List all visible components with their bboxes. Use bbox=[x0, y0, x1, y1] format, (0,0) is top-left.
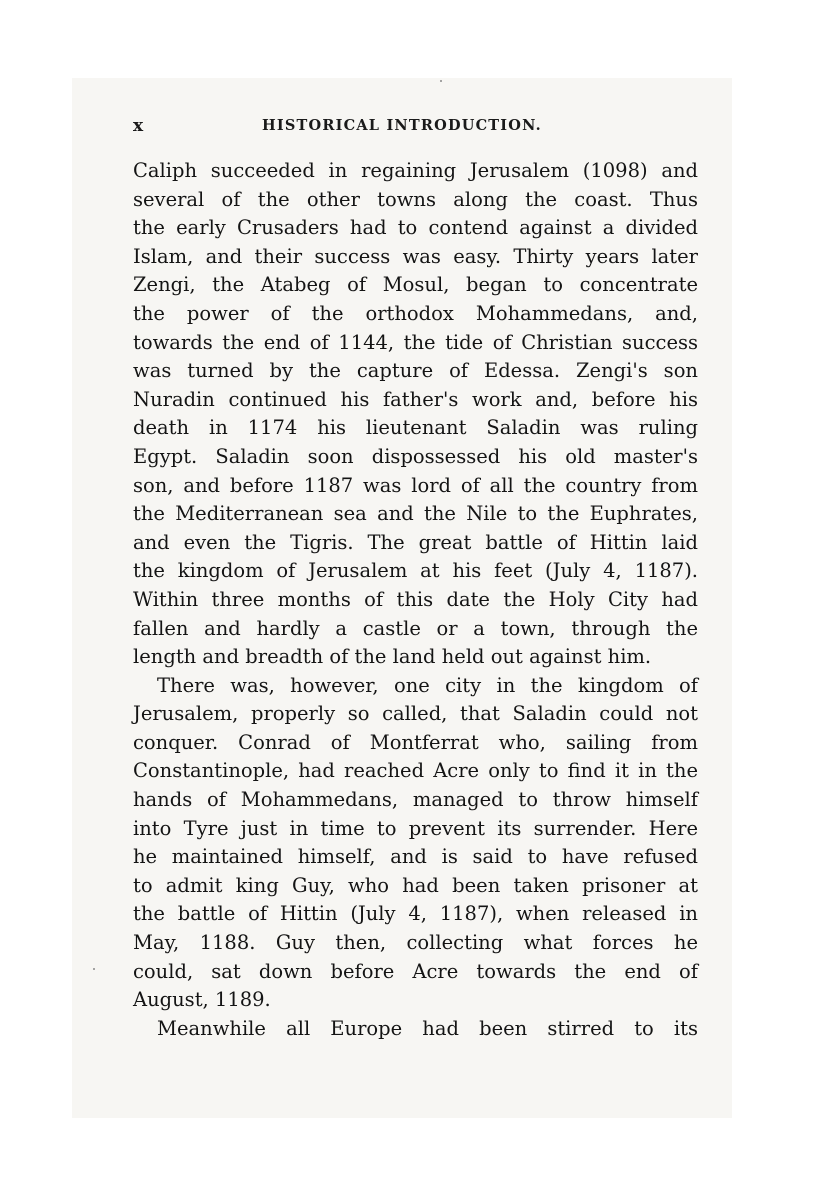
text-line: fallen and hardly a castle or a town, through the bbox=[133, 616, 698, 640]
text-line: to admit king Guy, who had been taken prisoner at bbox=[133, 873, 698, 897]
text-line: the power of the orthodox Mohammedans, and, bbox=[133, 301, 698, 325]
text-line: August, 1189. bbox=[133, 988, 271, 1012]
text-line: Islam, and their success was easy. Thirty years later bbox=[133, 244, 698, 268]
text-line: May, 1188. Guy then, collecting what forces he bbox=[133, 931, 698, 955]
running-title: HISTORICAL INTRODUCTION. bbox=[262, 117, 542, 134]
text-line: the kingdom of Jerusalem at his feet (July 4, 1187). bbox=[133, 559, 698, 583]
page-number: x bbox=[133, 116, 144, 136]
text-line: Meanwhile all Europe had been stirred to its bbox=[157, 1016, 698, 1040]
paragraph bbox=[133, 672, 698, 1015]
text-line: Egypt. Saladin soon dispossessed his old master's bbox=[133, 444, 698, 468]
scan-speck bbox=[93, 968, 95, 970]
text-line: and even the Tigris. The great battle of Hittin laid bbox=[133, 530, 698, 554]
text-line: towards the end of 1144, the tide of Christian success bbox=[133, 330, 698, 354]
text-line: hands of Mohammedans, managed to throw himself bbox=[133, 788, 698, 812]
text-line: the Mediterranean sea and the Nile to the Euphrates, bbox=[133, 502, 698, 526]
text-line: Jerusalem, properly so called, that Saladin could not bbox=[133, 702, 698, 726]
text-line: several of the other towns along the coast. Thus bbox=[133, 187, 698, 211]
text-line: Within three months of this date the Holy City had bbox=[133, 587, 698, 611]
text-line: length and breadth of the land held out against him. bbox=[133, 645, 652, 669]
text-line: Zengi, the Atabeg of Mosul, began to concentrate bbox=[133, 273, 698, 297]
text-line: was turned by the capture of Edessa. Zengi's son bbox=[133, 359, 698, 383]
text-line: Constantinople, had reached Acre only to find it in the bbox=[133, 759, 698, 783]
text-line: into Tyre just in time to prevent its surrender. Here bbox=[133, 816, 698, 840]
text-line: the early Crusaders had to contend against a divided bbox=[133, 216, 698, 240]
text-line: There was, however, one city in the kingdom of bbox=[157, 673, 698, 697]
text-line: Nuradin continued his father's work and, before his bbox=[133, 387, 698, 411]
text-line: Caliph succeeded in regaining Jerusalem (1098) and bbox=[133, 159, 698, 182]
text-line: the battle of Hittin (July 4, 1187), when released in bbox=[133, 902, 698, 926]
text-line: conquer. Conrad of Montferrat who, sailing from bbox=[133, 730, 698, 754]
scan-speck bbox=[440, 80, 442, 82]
text-line: could, sat down before Acre towards the end of bbox=[133, 959, 698, 983]
paragraph bbox=[133, 157, 698, 672]
paragraph bbox=[133, 1015, 698, 1044]
text-line: death in 1174 his lieutenant Saladin was ruling bbox=[133, 416, 698, 440]
body-text bbox=[133, 157, 698, 1043]
text-line: he maintained himself, and is said to have refused bbox=[133, 845, 698, 869]
text-line: son, and before 1187 was lord of all the country from bbox=[133, 473, 698, 497]
page-header bbox=[133, 116, 698, 138]
